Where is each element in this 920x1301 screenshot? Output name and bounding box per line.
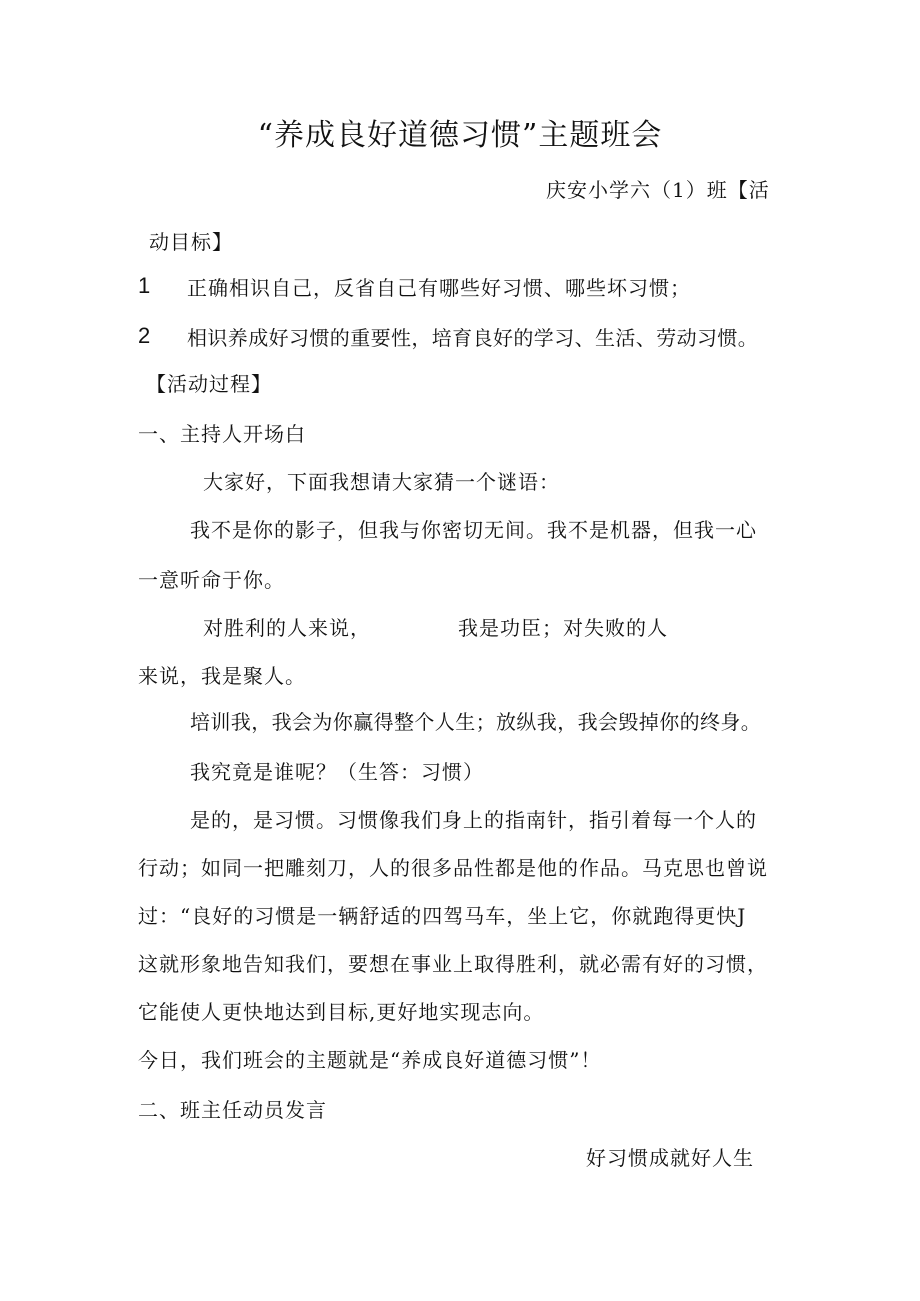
goal-number: 1 xyxy=(138,273,151,298)
document-title: “养成良好道德习惯”主题班会 xyxy=(257,118,663,153)
goal-heading: 动目标】 xyxy=(149,230,233,254)
goal-text: 相识养成好习惯的重要性，培育良好的学习、生活、劳动习惯。 xyxy=(187,326,759,350)
riddle-line: 我不是你的影子，但我与你密切无间。我不是机器，但我一心 xyxy=(190,518,757,542)
paragraph-line: 它能使人更快地达到目标,更好地实现志向。 xyxy=(138,1000,545,1024)
theme-line: 今日，我们班会的主题就是“养成良好道德习惯”！ xyxy=(138,1048,602,1072)
riddle-line: 培训我，我会为你赢得整个人生；放纵我，我会毁掉你的终身。 xyxy=(190,710,762,734)
paragraph-line: 这就形象地告知我们，要想在事业上取得胜利，就必需有好的习惯， xyxy=(138,952,768,976)
riddle-line: 来说，我是聚人。 xyxy=(138,664,306,688)
riddle-line: 我是功臣；对失败的人 xyxy=(458,616,668,640)
process-heading: 【活动过程】 xyxy=(146,372,272,396)
section-heading: 一、主持人开场白 xyxy=(138,422,306,446)
riddle-line: 一意听命于你。 xyxy=(138,568,285,592)
riddle-question: 我究竟是谁呢？（生答：习惯） xyxy=(190,760,484,784)
paragraph-line: 是的，是习惯。习惯像我们身上的指南针，指引着每一个人的 xyxy=(190,808,757,832)
goal-number: 2 xyxy=(138,323,151,348)
paragraph-line: 行动；如同一把雕刻刀，人的很多品性都是他的作品。马克思也曾说 xyxy=(138,856,768,880)
goal-text: 正确相识自己，反省自己有哪些好习惯、哪些坏习惯； xyxy=(187,276,691,300)
section-heading: 二、班主任动员发言 xyxy=(138,1098,327,1122)
school-class-line: 庆安小学六（1）班【活 xyxy=(546,178,770,202)
riddle-intro: 大家好，下面我想请大家猜一个谜语： xyxy=(203,470,560,494)
speech-title: 好习惯成就好人生 xyxy=(586,1146,754,1170)
paragraph-line: 过：“良好的习惯是一辆舒适的四驾马车，坐上它，你就跑得更快J xyxy=(138,904,747,928)
riddle-line: 对胜利的人来说， xyxy=(203,616,371,640)
